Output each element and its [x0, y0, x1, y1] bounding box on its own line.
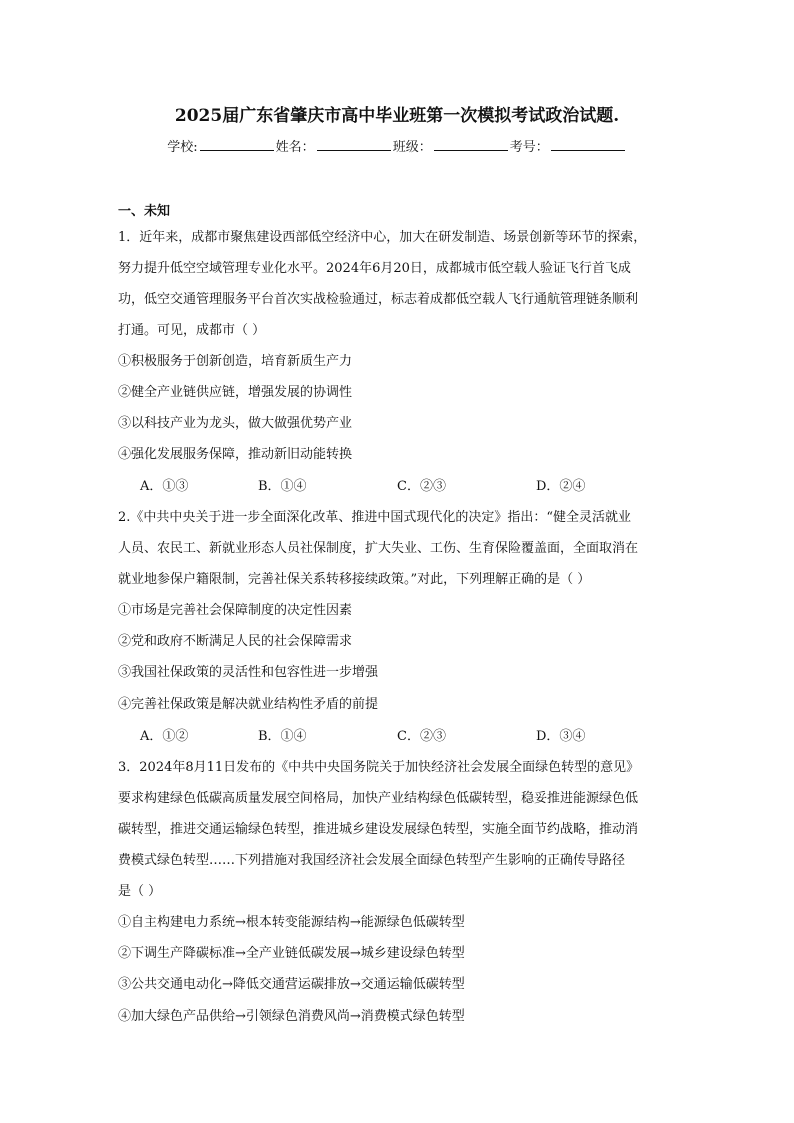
exam-title: 2025届广东省肇庆市高中毕业班第一次模拟考试政治试题. [174, 106, 620, 126]
name-label: 姓名： [275, 140, 315, 155]
q1-stem-line-2: 努力提升低空空域管理专业化水平。2024年6月20日，成都城市低空载人验证飞行首飞成 [118, 261, 631, 276]
q2-stem-line-3: 就业地参保户籍限制，完善社保关系转移接续政策。”对此，下列理解正确的是（ ） [118, 572, 591, 587]
class-blank [434, 137, 508, 151]
q3-stem-line-5: 是（ ） [118, 884, 162, 899]
q3-option-1: ①自主构建电力系统→根本转变能源结构→能源绿色低碳转型 [118, 915, 465, 930]
q1-option-2: ②健全产业链供应链，增强发展的协调性 [118, 385, 353, 400]
school-blank [200, 137, 274, 151]
q2-choice-b: B．①④ [258, 729, 307, 744]
q2-stem-line-1: 2.《中共中央关于进一步全面深化改革、推进中国式现代化的决定》指出：“健全灵活就业 [118, 510, 632, 525]
q1-choice-c: C．②③ [397, 479, 446, 494]
q3-stem-line-3: 碳转型，推进交通运输绿色转型，推进城乡建设发展绿色转型，实施全面节约战略，推动消 [118, 822, 639, 837]
q1-choice-d: D．②④ [536, 479, 586, 494]
q2-option-4: ④完善社保政策是解决就业结构性矛盾的前提 [118, 697, 379, 712]
number-blank [551, 137, 625, 151]
q2-choice-d: D．③④ [536, 729, 586, 744]
q2-option-3: ③我国社保政策的灵活性和包容性进一步增强 [118, 665, 379, 680]
q1-choice-a: A．①③ [140, 479, 189, 494]
q3-stem-line-1: 3．2024年8月11日发布的《中共中央国务院关于加快经济社会发展全面绿色转型的意见》 [118, 760, 640, 775]
class-label: 班级： [392, 140, 432, 155]
q1-option-3: ③以科技产业为龙头，做大做强优势产业 [118, 416, 353, 431]
q1-option-1: ①积极服务于创新创造，培育新质生产力 [118, 354, 353, 369]
q1-choice-b: B．①④ [258, 479, 307, 494]
q3-stem-line-2: 要求构建绿色低碳高质量发展空间格局，加快产业结构绿色低碳转型，稳妥推进能源绿色低 [118, 791, 639, 806]
q2-option-1: ①市场是完善社会保障制度的决定性因素 [118, 603, 353, 618]
q3-stem-line-4: 费模式绿色转型……下列措施对我国经济社会发展全面绿色转型产生影响的正确传导路径 [118, 853, 626, 868]
q2-option-2: ②党和政府不断满足人民的社会保障需求 [118, 634, 353, 649]
q2-stem-line-2: 人员、农民工、新就业形态人员社保制度，扩大失业、工伤、生育保险覆盖面，全面取消在 [118, 541, 639, 556]
student-info-line [0, 137, 794, 158]
q1-stem-line-1: 1．近年来，成都市聚焦建设西部低空经济中心，加大在研发制造、场景创新等环节的探索， [118, 230, 647, 245]
q2-choice-a: A．①② [140, 729, 189, 744]
q3-option-3: ③公共交通电动化→降低交通营运碳排放→交通运输低碳转型 [118, 977, 465, 992]
section-title: 一、未知 [118, 204, 171, 219]
q3-option-2: ②下调生产降碳标准→全产业链低碳发展→城乡建设绿色转型 [118, 946, 465, 961]
q1-stem-line-4: 打通。可见，成都市（ ） [118, 323, 266, 338]
name-blank [317, 137, 391, 151]
school-label: 学校: [167, 140, 198, 155]
number-label: 考号： [509, 140, 549, 155]
q2-choice-c: C．②③ [397, 729, 446, 744]
q1-stem-line-3: 功，低空交通管理服务平台首次实战检验通过，标志着成都低空载人飞行通航管理链条顺利 [118, 292, 639, 307]
q3-option-4: ④加大绿色产品供给→引领绿色消费风尚→消费模式绿色转型 [118, 1009, 465, 1024]
q1-option-4: ④强化发展服务保障，推动新旧动能转换 [118, 447, 353, 462]
